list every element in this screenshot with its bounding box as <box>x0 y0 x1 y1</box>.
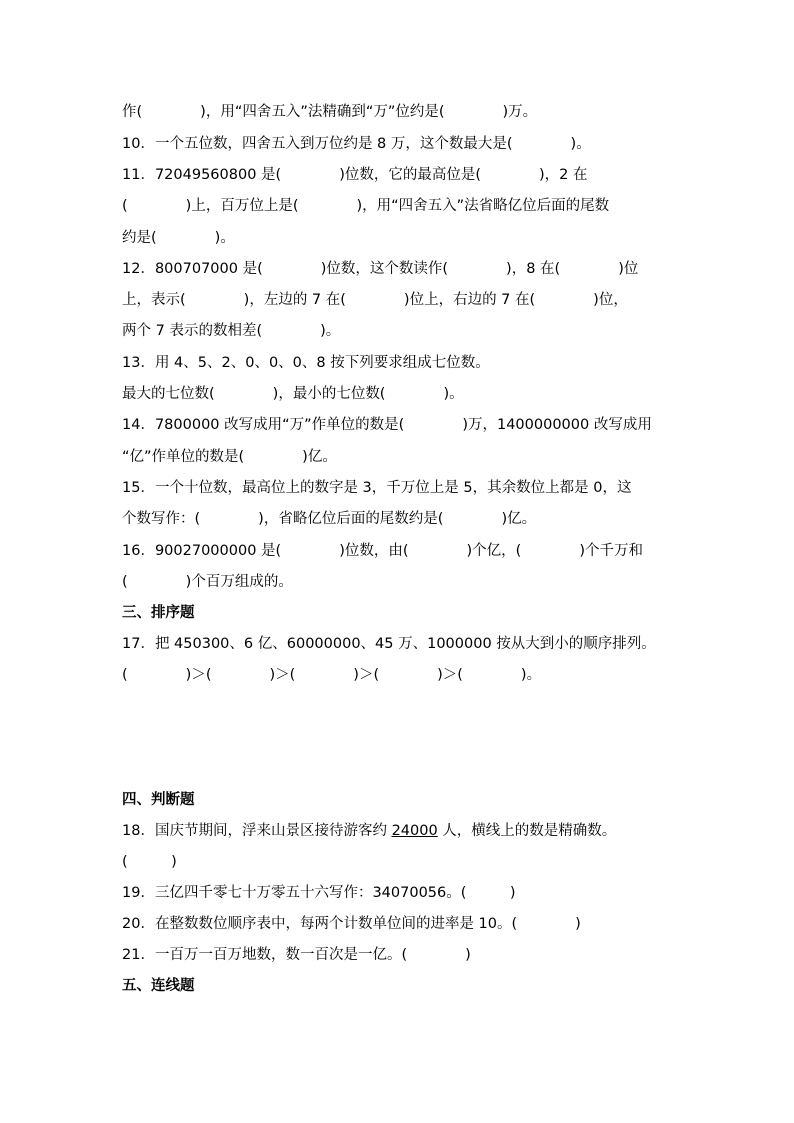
section-heading-judgement: 四、判断题 <box>122 792 195 808</box>
section-heading-matching: 五、连线题 <box>122 978 195 994</box>
q11-line3: 约是( )。 <box>122 230 235 246</box>
q12-line2: 上，表示( )，左边的 7 在( )位上，右边的 7 在( )位， <box>122 292 628 308</box>
q16-line2: ( )个百万组成的。 <box>122 574 293 590</box>
q18-underlined-number: 24000 <box>391 823 438 839</box>
q17-answer-blanks: ( )＞( )＞( )＞( )＞( )。 <box>122 667 542 683</box>
q14-line2: “亿”作单位的数是( )亿。 <box>122 449 337 465</box>
q19: 19．三亿四千零七十万零五十六写作：34070056。( ) <box>122 885 516 901</box>
q11-line2: ( )上，百万位上是( )，用“四舍五入”法省略亿位后面的尾数 <box>122 198 610 214</box>
q18-text-after: 人，横线上的数是精确数。 <box>437 823 617 839</box>
q9-continuation: 作( )，用“四舍五入”法精确到“万”位约是( )万。 <box>122 104 538 120</box>
q18-text-before: 18．国庆节期间，浮来山景区接待游客约 <box>122 823 392 839</box>
q13-answers: 最大的七位数( )，最小的七位数( )。 <box>122 386 464 402</box>
q21: 21．一百万一百万地数，数一百次是一亿。( ) <box>122 947 471 963</box>
q12-line1: 12．800707000 是( )位数，这个数读作( )，8 在( )位 <box>122 261 639 277</box>
q16-line1: 16．90027000000 是( )位数，由( )个亿，( )个千万和 <box>122 543 643 559</box>
q15-line1: 15．一个十位数，最高位上的数字是 3，千万位上是 5，其余数位上都是 0，这 <box>122 480 632 496</box>
q18-answer-blank: ( ) <box>122 854 177 870</box>
q17: 17．把 450300、6 亿、60000000、45 万、1000000 按从大到小的顺序排列。 <box>122 636 656 652</box>
q11-line1: 11．72049560800 是( )位数，它的最高位是( )，2 在 <box>122 167 588 183</box>
section-heading-sorting: 三、排序题 <box>122 605 195 621</box>
q15-line2: 个数写作：( )，省略亿位后面的尾数约是( )亿。 <box>122 511 537 527</box>
q20: 20．在整数数位顺序表中，每两个计数单位间的进率是 10。( ) <box>122 916 581 932</box>
q12-line3: 两个 7 表示的数相差( )。 <box>122 323 341 339</box>
q14-line1: 14．7800000 改写成用“万”作单位的数是( )万，1400000000 改写成用 <box>122 417 652 433</box>
q18 <box>122 821 682 841</box>
q13: 13．用 4、5、2、0、0、0、8 按下列要求组成七位数。 <box>122 355 490 371</box>
q10: 10．一个五位数，四舍五入到万位约是 8 万，这个数最大是( )。 <box>122 136 591 152</box>
